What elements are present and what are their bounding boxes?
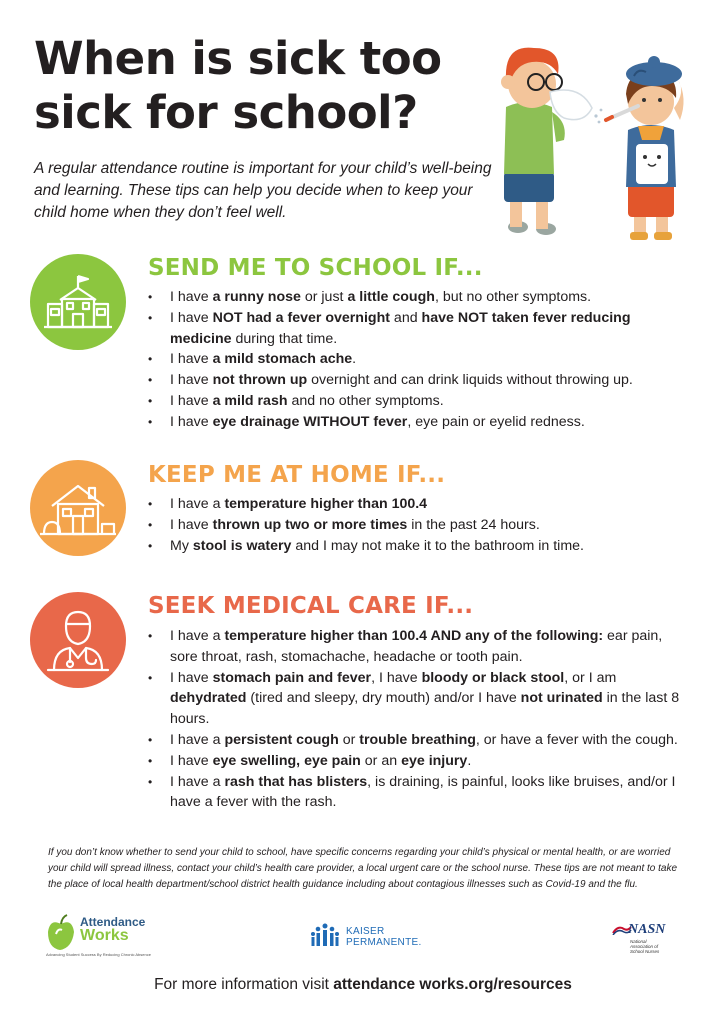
text: I have [170, 669, 213, 686]
nasn-line3: School Nurses [630, 949, 660, 954]
section-title: SEND ME TO SCHOOL IF... [148, 255, 483, 281]
intro-text: A regular attendance routine is important for your child’s well-being and learning. These tips can help you decide when to keep your child home when they don’t feel well. [34, 160, 492, 221]
bold-text: dehydrated [170, 690, 247, 707]
text: or just [300, 289, 348, 305]
sick-children-illustration [488, 22, 693, 250]
text: I have a [170, 628, 225, 644]
text: I have [170, 413, 213, 430]
text: I have a [170, 496, 225, 512]
text: during that time. [231, 330, 338, 347]
text: or an [360, 752, 402, 769]
bullet-list [146, 287, 691, 433]
bullet-item [146, 730, 691, 751]
bullet-item [146, 536, 691, 557]
bullet-item [146, 668, 691, 730]
kaiser-line1: KAISER [346, 926, 385, 937]
nasn-line1: National [630, 939, 647, 944]
bold-text: bloody or black stool [421, 669, 565, 686]
bullet-list [146, 494, 691, 556]
text: I have [170, 309, 213, 326]
text: , I have [371, 669, 422, 686]
bullet-item [146, 370, 691, 391]
bullet-item [146, 515, 691, 536]
bold-text: eye injury [401, 752, 468, 769]
bold-text: stool is watery [192, 537, 292, 554]
school-building-icon [30, 254, 126, 350]
bold-text: stomach pain and fever [212, 669, 372, 686]
resources-link[interactable]: attendance works.org/resources [333, 976, 572, 993]
bold-text: a mild rash [212, 392, 288, 409]
bullet-item [146, 308, 691, 350]
text: I have [170, 392, 213, 409]
text: , eye pain or eyelid redness. [407, 413, 585, 430]
bold-text: eye swelling, eye pain [212, 752, 361, 769]
bold-text: persistent cough [224, 731, 339, 748]
bold-text: not urinated [520, 690, 603, 707]
bullet-item [146, 751, 691, 772]
text: I have [170, 289, 213, 305]
text: I have a [170, 731, 225, 748]
text: , is draining, is painful, looks like bruises, and/or I have a fever with the rash. [170, 773, 676, 811]
text: and [389, 309, 422, 326]
text: ear pain, sore throat, rash, stomachache, headache or tooth pain. [170, 628, 663, 665]
bold-text: a little cough [347, 289, 435, 305]
kaiser-line2: PERMANENTE. [346, 937, 422, 948]
text: I have [170, 351, 213, 368]
text: I have [170, 372, 213, 389]
attendance-works-tagline: Advancing Student Success By Reducing Chronic Absence [46, 952, 151, 957]
text: , or I am [564, 669, 617, 686]
bullet-item [146, 391, 691, 412]
home-icon [30, 460, 126, 556]
text: My [170, 537, 193, 554]
text: I have [170, 752, 213, 769]
bold-text: a runny nose [212, 289, 301, 305]
bullet-list [146, 626, 691, 813]
attendance-works-logo [46, 914, 166, 958]
bold-text: have NOT taken fever reducing medicine [170, 309, 631, 347]
bullet-item [146, 287, 691, 308]
kaiser-emblem-icon [310, 922, 340, 948]
text: and I may not make it to the bathroom in time. [291, 537, 584, 554]
title-line-2: sick for school? [34, 86, 418, 139]
attendance-works-line2: Works [80, 927, 129, 944]
text: , but no other symptoms. [434, 289, 592, 305]
text: . [352, 351, 357, 368]
text: I have [170, 516, 213, 533]
nasn-line2: Association of [630, 944, 659, 949]
bullet-item [146, 494, 691, 515]
bold-text: trouble breathing [359, 731, 476, 748]
text: I have a [170, 773, 225, 790]
text: overnight and can drink liquids without throwing up. [307, 372, 633, 389]
text: or [338, 731, 360, 748]
bullet-item [146, 772, 691, 814]
text: , or have a fever with the cough. [475, 731, 678, 748]
text: . [467, 752, 472, 769]
boy-with-tissue-figure [501, 48, 602, 235]
bold-text: a mild stomach ache [212, 351, 353, 368]
title-line-1: When is sick too [34, 32, 442, 85]
nasn-name: NASN [628, 922, 666, 937]
page-title [34, 32, 504, 140]
doctor-icon [30, 592, 126, 688]
bold-text: thrown up two or more times [212, 516, 408, 533]
kaiser-permanente-logo [310, 922, 430, 952]
attendance-works-line1: Attendance [80, 915, 146, 929]
bullet-item [146, 412, 691, 433]
disclaimer-text: If you don’t know whether to send your child to school, have specific concerns regarding your child’s physical or mental health, or are worried your child will spread illness, contact your child’s health care provider, a local urgent care or the school nurse. These tips are not meant to take the place of local health department/school district health guidance including about contagious illnesses such as Covid-19 and the flu. [48, 847, 678, 890]
text: and no other symptoms. [287, 392, 444, 409]
section-title: SEEK MEDICAL CARE IF... [148, 593, 474, 619]
text: in the last 8 hours. [170, 690, 680, 728]
bold-text: NOT had a fever overnight [212, 309, 390, 326]
footer [0, 976, 726, 994]
bold-text: temperature higher than 100.4 AND any of the following: [224, 628, 604, 644]
bold-text: temperature higher than 100.4 [224, 496, 428, 512]
text: in the past 24 hours. [407, 516, 540, 533]
text: (tired and sleepy, dry mouth) and/or I have [246, 690, 521, 707]
apple-icon [46, 914, 76, 954]
nasn-logo [612, 922, 684, 962]
bold-text: rash that has blisters [224, 773, 368, 790]
bold-text: not thrown up [212, 372, 308, 389]
section-title: KEEP ME AT HOME IF... [148, 462, 446, 488]
child-with-thermometer-figure [606, 56, 684, 240]
bold-text: eye drainage WITHOUT fever [212, 413, 408, 430]
bullet-item [146, 349, 691, 370]
bullet-item [146, 626, 691, 668]
footer-prefix: For more information visit [154, 976, 334, 993]
